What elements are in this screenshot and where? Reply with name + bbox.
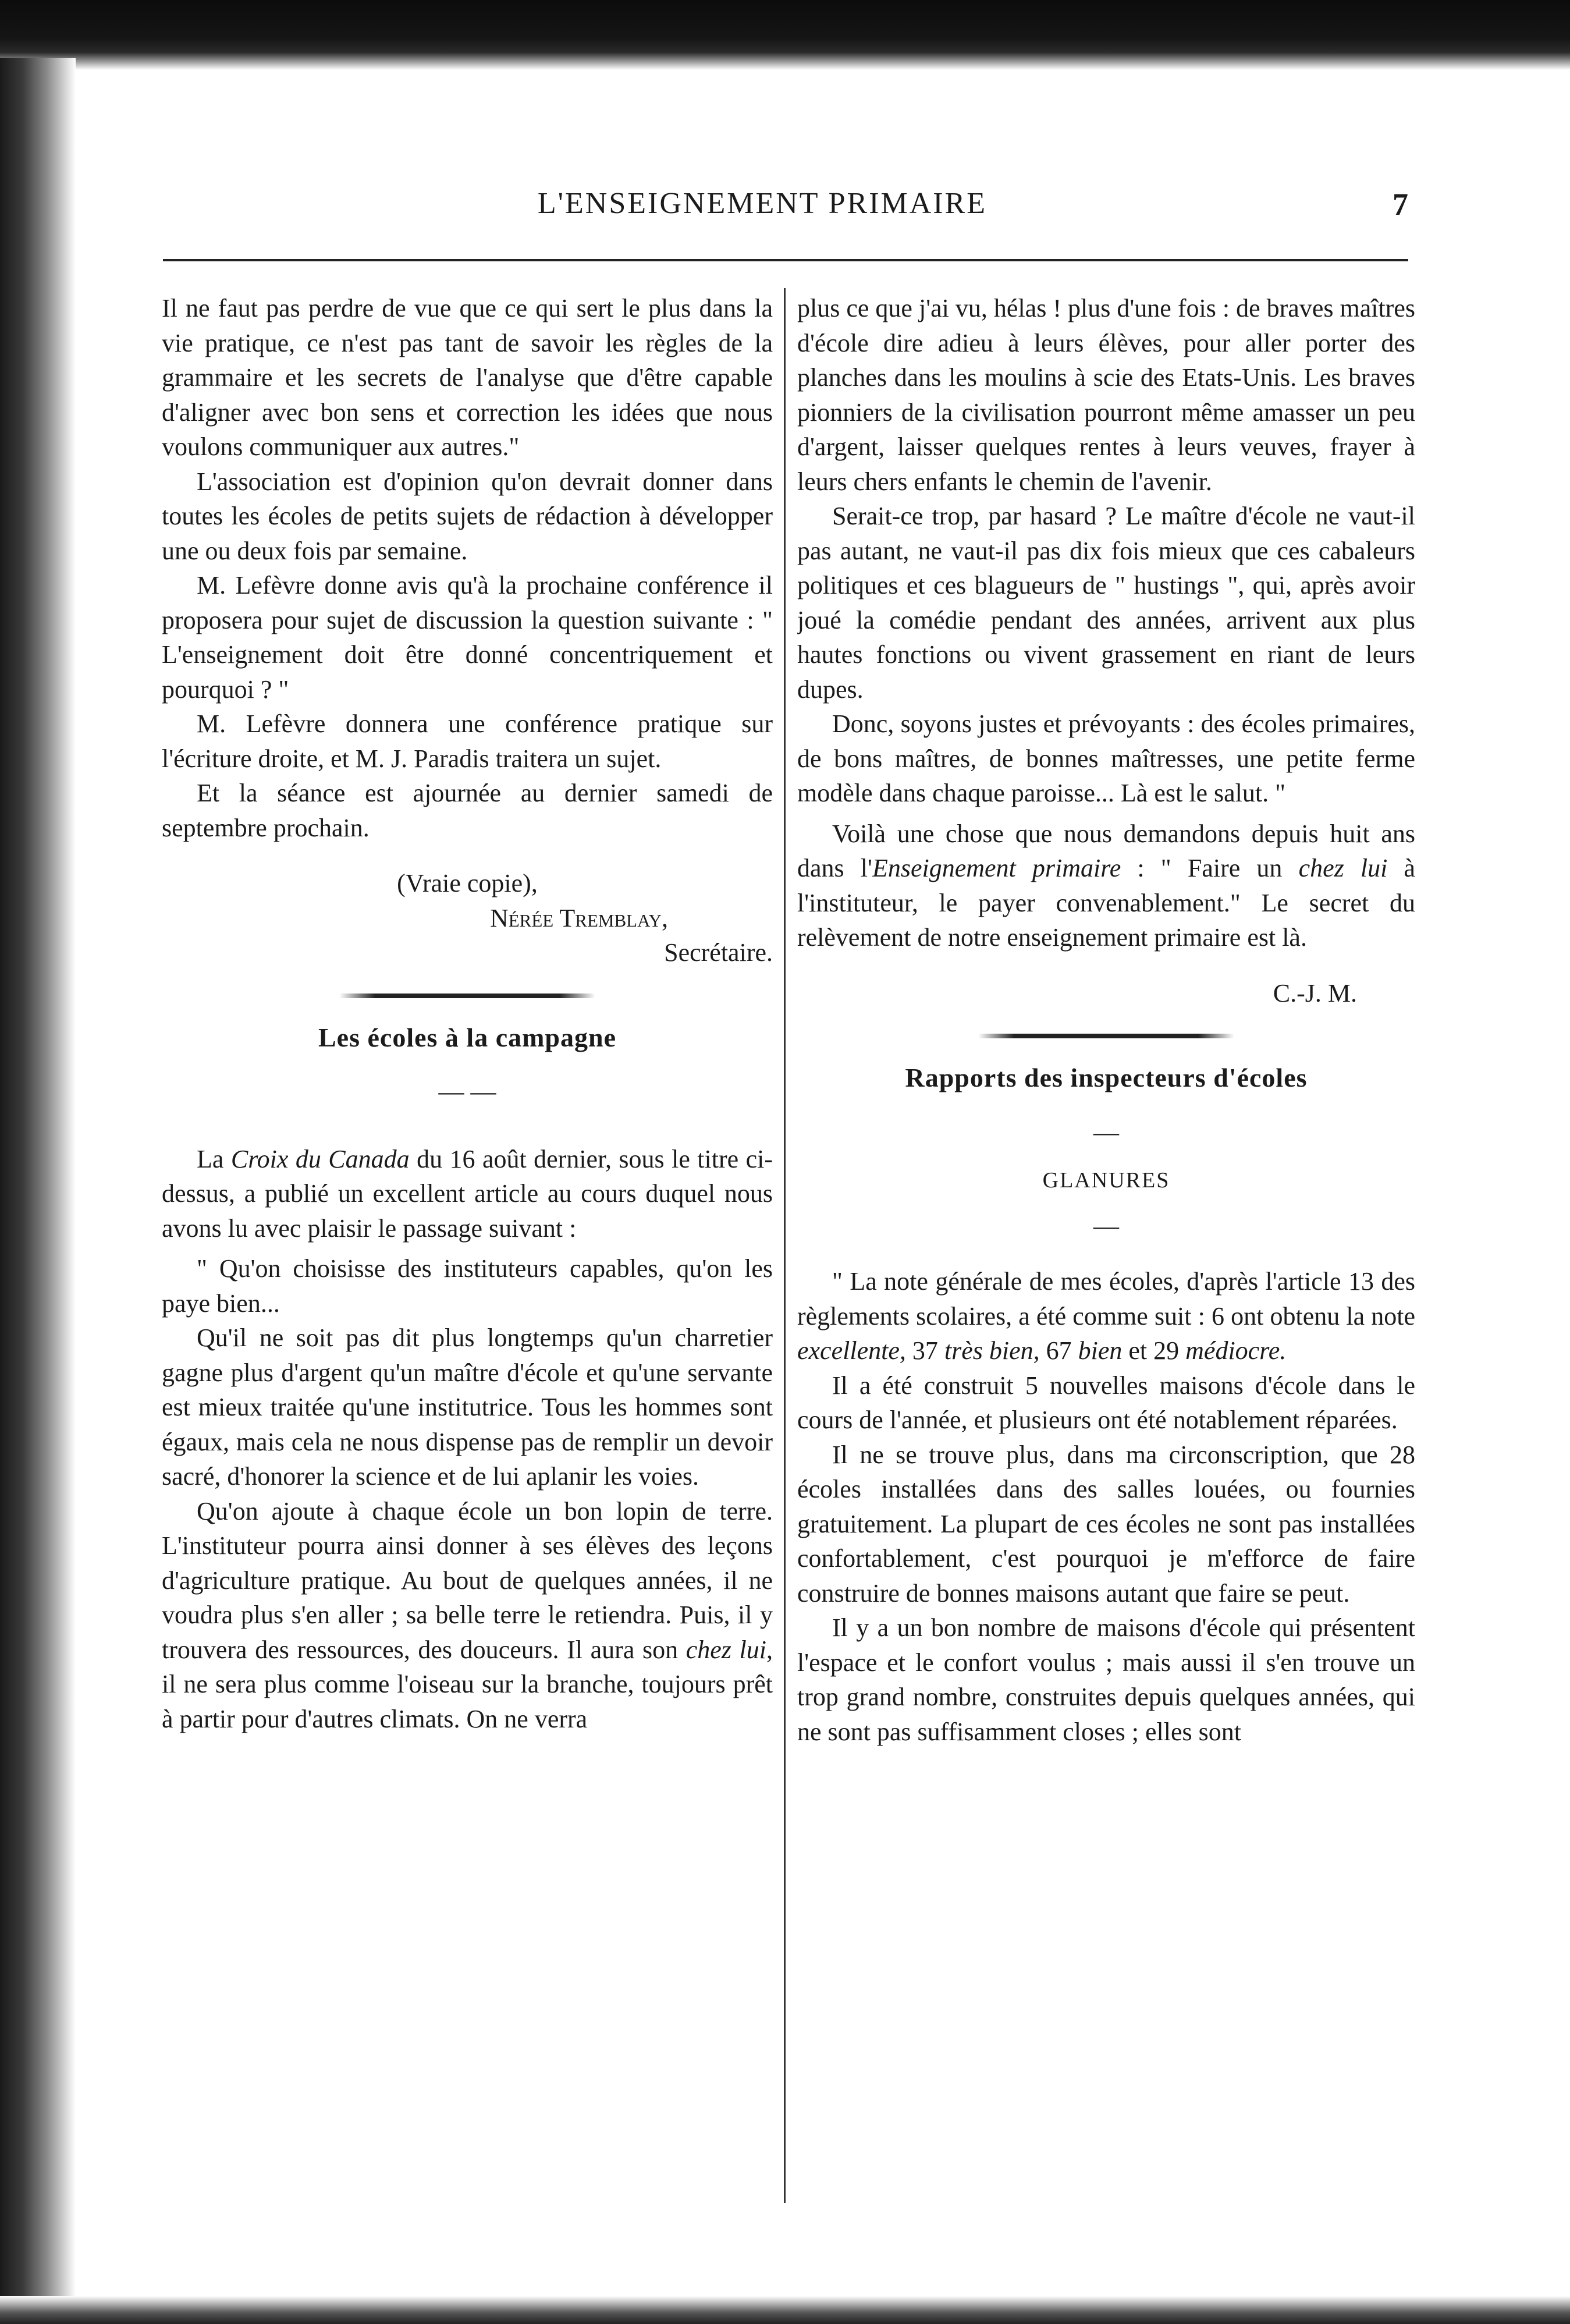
paragraph: Il y a un bon nombre de maisons d'école qui présentent l'espace et le confort voulus ; mais aussi il s'en trouve un trop grand nombre, construites depuis quelques années, qui ne sont pas suffisamment closes ; elles sont (797, 1613, 1415, 1746)
paragraph (797, 1264, 1415, 1368)
running-title: L'ENSEIGNEMENT PRIMAIRE (537, 187, 988, 220)
paragraph: Qu'il ne soit pas dit plus longtemps qu'un charretier gagne plus d'argent qu'un maître d'école et qu'une servante est mieux traitée qu'une institutrice. Tous les hommes sont égaux, mais cela ne nous dispense pas de remplir un devoir sacré, d'honorer la science et de lui aplanir les voies. (162, 1324, 773, 1491)
signature-note: (Vraie copie), (397, 869, 538, 897)
text-fragment: 37 (905, 1336, 944, 1365)
paragraph: M. Lefèvre donne avis qu'à la prochaine conférence il proposera pour sujet de discussion la question suivante : " L'enseignement doit être donné concentriquement et pourquoi ? " (162, 571, 773, 704)
paragraph (162, 1142, 773, 1246)
paragraph (797, 817, 1415, 955)
text-fragment: 67 (1039, 1336, 1078, 1365)
scan-border-bottom (0, 2296, 1570, 2324)
signature-block (162, 866, 773, 970)
section-heading: Rapports des inspecteurs d'écoles (905, 1063, 1308, 1092)
author-initials: C.-J. M. (1273, 978, 1357, 1007)
column-divider (784, 288, 786, 2203)
scan-border-left (0, 58, 76, 2324)
emphasis: chez lui (685, 1635, 767, 1664)
paragraph: plus ce que j'ai vu, hélas ! plus d'une fois : de braves maîtres d'école dire adieu à leurs élèves, pour aller porter des planches dans les moulins à scie des Etats-Unis. Les braves pionniers de la civilisation pourront même amasser un peu d'argent, laisser quelques rentes à leurs veuves, frayer à leurs chers enfants le chemin de l'avenir. (797, 294, 1415, 496)
grade: très bien, (944, 1336, 1040, 1365)
text-fragment: Qu'on ajoute à chaque école un bon lopin de terre. L'instituteur pourra ainsi donner à ses élèves des leçons d'agriculture pratique. Au bout de quelques années, il ne voudra plus s'en aller ; sa belle terre le retiendra. Puis, il y trouvera des ressources, des douceurs. Il aura son (162, 1496, 773, 1664)
section-heading: Les écoles à la campagne (318, 1022, 617, 1052)
paragraph: Il a été construit 5 nouvelles maisons d'école dans le cours de l'année, et plusieurs ont été notablement réparées. (797, 1371, 1415, 1434)
section-dash: — (1093, 1211, 1119, 1240)
paragraph: Il ne se trouve plus, dans ma circonscription, que 28 écoles installées dans des salles louées, ou fournies gratuitement. La plupart de ces écoles ne sont pas installées confortablement, c'est pourquoi je m'efforce de faire construire de bonnes maisons autant que faire se peut. (797, 1440, 1415, 1608)
paragraph: L'association est d'opinion qu'on devrait donner dans toutes les écoles de petits sujets de rédaction à développer une ou deux fois par semaine. (162, 467, 773, 565)
left-column (162, 291, 773, 2212)
paragraph: Donc, soyons justes et prévoyants : des écoles primaires, de bons maîtres, de bonnes maîtresses, une petite ferme modèle dans chaque paroisse... Là est le salut. " (797, 709, 1415, 807)
paragraph (162, 1494, 773, 1737)
page-header (116, 186, 1408, 233)
paragraph: Serait-ce trop, par hasard ? Le maître d'école ne vaut-il pas autant, ne vaut-il pas dix fois mieux que ces cabaleurs politiques et ces blagueurs de " hustings ", qui, après avoir joué la comédie pendant des années, arrivent aux plus hautes fonctions ou vivent grassement en riant de leurs dupes. (797, 502, 1415, 704)
grade: médiocre. (1185, 1336, 1287, 1365)
publication-title: Enseignement primaire (872, 854, 1121, 882)
grade: bien (1078, 1336, 1123, 1365)
paragraph: Il ne faut pas perdre de vue que ce qui sert le plus dans la vie pratique, ce n'est pas tant de savoir les règles de la grammaire et les secrets de l'analyse que d'être capable d'aligner avec bon sens et correction les idées que nous voulons communiquer aux autres." (162, 294, 773, 461)
scan-border-top (0, 0, 1570, 70)
ornament-divider (978, 1034, 1234, 1038)
page-number: 7 (1393, 187, 1408, 222)
paragraph: " Qu'on choisisse des instituteurs capables, qu'on les paye bien... (162, 1254, 773, 1318)
text-fragment: La (197, 1144, 224, 1173)
text-fragment: et 29 (1122, 1336, 1186, 1365)
header-rule (163, 259, 1408, 261)
emphasis: chez lui (1298, 854, 1388, 882)
section-dash: — (1093, 1117, 1119, 1147)
signature-role: Secrétaire. (664, 938, 773, 967)
paragraph: Et la séance est ajournée au dernier samedi de septembre prochain. (162, 779, 773, 842)
ornament-divider (339, 994, 595, 998)
grade: excellente, (797, 1336, 906, 1365)
text-fragment: , il ne sera plus comme l'oiseau sur la branche, toujours prêt à partir pour d'autres climats. On ne verra (162, 1635, 773, 1733)
subheading: GLANURES (1042, 1168, 1170, 1193)
paragraph: M. Lefèvre donnera une conférence pratique sur l'écriture droite, et M. J. Paradis traitera un sujet. (162, 709, 773, 773)
journal-title: Croix du Canada (230, 1144, 410, 1173)
signature-name: Nérée Tremblay, (489, 903, 668, 932)
section-dash: — — (438, 1077, 496, 1106)
text-fragment: : " Faire un (1121, 854, 1299, 882)
text-fragment: " La note générale de mes écoles, d'après l'article 13 des règlements scolaires, a été comme suit : 6 ont obtenu la note (797, 1267, 1415, 1330)
text-fragment: du 16 août dernier, sous le titre ci-dessus, a publié un excellent article au cours duquel nous avons lu avec plaisir le passage suivant : (162, 1144, 773, 1243)
text-fragment: Voilà une chose que nous demandons depuis huit ans dans l' (797, 819, 1415, 882)
right-column (797, 291, 1415, 2212)
text-fragment: à l'instituteur, le payer convenablement." Le secret du relèvement de notre enseignement primaire est là. (797, 854, 1415, 952)
